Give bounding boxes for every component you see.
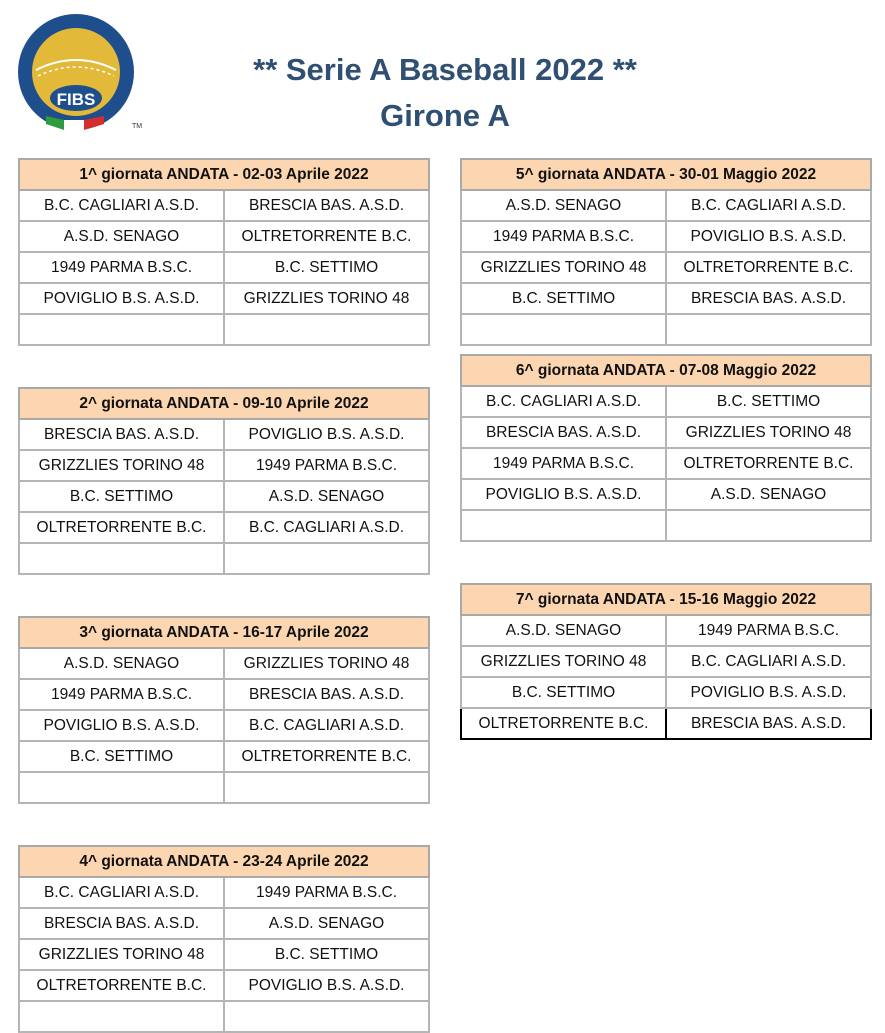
empty-row: [461, 510, 871, 541]
empty-cell: [19, 543, 224, 574]
match-row: [19, 450, 429, 481]
match-row: [461, 283, 871, 314]
home-team: GRIZZLIES TORINO 48: [461, 252, 666, 283]
away-team: A.S.D. SENAGO: [666, 479, 871, 510]
home-team: A.S.D. SENAGO: [461, 615, 666, 646]
away-team: 1949 PARMA B.S.C.: [224, 450, 429, 481]
round-table-5: [460, 158, 872, 346]
match-row: [19, 679, 429, 710]
home-team: GRIZZLIES TORINO 48: [19, 939, 224, 970]
away-team: OLTRETORRENTE B.C.: [224, 741, 429, 772]
empty-row: [19, 314, 429, 345]
home-team: POVIGLIO B.S. A.S.D.: [19, 710, 224, 741]
round-table-1: [18, 158, 430, 346]
empty-row: [19, 1001, 429, 1032]
away-team: A.S.D. SENAGO: [224, 908, 429, 939]
empty-cell: [224, 1001, 429, 1032]
home-team: B.C. SETTIMO: [19, 481, 224, 512]
home-team: BRESCIA BAS. A.S.D.: [19, 908, 224, 939]
match-row: [461, 448, 871, 479]
home-team: B.C. CAGLIARI A.S.D.: [19, 877, 224, 908]
match-row: [19, 481, 429, 512]
away-team: BRESCIA BAS. A.S.D.: [666, 708, 871, 739]
home-team: B.C. SETTIMO: [461, 677, 666, 708]
round-table-4: [18, 845, 430, 1033]
logo-letters: FIBS: [56, 90, 96, 109]
page-subtitle: Girone A: [380, 98, 510, 133]
away-team: OLTRETORRENTE B.C.: [666, 448, 871, 479]
home-team: 1949 PARMA B.S.C.: [461, 448, 666, 479]
empty-cell: [666, 510, 871, 541]
empty-cell: [224, 543, 429, 574]
match-row: [19, 939, 429, 970]
match-row: [19, 648, 429, 679]
away-team: POVIGLIO B.S. A.S.D.: [666, 221, 871, 252]
away-team: POVIGLIO B.S. A.S.D.: [666, 677, 871, 708]
empty-cell: [19, 772, 224, 803]
home-team: BRESCIA BAS. A.S.D.: [461, 417, 666, 448]
match-row: [19, 252, 429, 283]
empty-row: [19, 772, 429, 803]
home-team: B.C. CAGLIARI A.S.D.: [461, 386, 666, 417]
round-table-6: [460, 354, 872, 542]
home-team: 1949 PARMA B.S.C.: [19, 679, 224, 710]
away-team: B.C. SETTIMO: [666, 386, 871, 417]
match-row: [19, 512, 429, 543]
round-title: 2^ giornata ANDATA - 09-10 Aprile 2022: [19, 388, 429, 419]
home-team: A.S.D. SENAGO: [19, 221, 224, 252]
match-row: [461, 417, 871, 448]
match-row: [19, 710, 429, 741]
empty-cell: [461, 510, 666, 541]
home-team: POVIGLIO B.S. A.S.D.: [461, 479, 666, 510]
home-team: B.C. SETTIMO: [19, 741, 224, 772]
home-team: OLTRETORRENTE B.C.: [19, 970, 224, 1001]
away-team: B.C. SETTIMO: [224, 252, 429, 283]
match-row: [19, 190, 429, 221]
match-row: [19, 283, 429, 314]
match-row: [461, 479, 871, 510]
empty-row: [19, 543, 429, 574]
home-team: 1949 PARMA B.S.C.: [461, 221, 666, 252]
empty-row: [461, 314, 871, 345]
home-team: OLTRETORRENTE B.C.: [461, 708, 666, 739]
home-team: B.C. SETTIMO: [461, 283, 666, 314]
match-row: [461, 615, 871, 646]
match-row: [19, 970, 429, 1001]
away-team: GRIZZLIES TORINO 48: [224, 648, 429, 679]
round-title: 3^ giornata ANDATA - 16-17 Aprile 2022: [19, 617, 429, 648]
empty-cell: [224, 772, 429, 803]
match-row: [19, 877, 429, 908]
away-team: POVIGLIO B.S. A.S.D.: [224, 419, 429, 450]
away-team: OLTRETORRENTE B.C.: [666, 252, 871, 283]
home-team: OLTRETORRENTE B.C.: [19, 512, 224, 543]
empty-cell: [224, 314, 429, 345]
round-title: 6^ giornata ANDATA - 07-08 Maggio 2022: [461, 355, 871, 386]
home-team: B.C. CAGLIARI A.S.D.: [19, 190, 224, 221]
round-table-3: [18, 616, 430, 804]
empty-cell: [461, 314, 666, 345]
match-row: [461, 221, 871, 252]
away-team: B.C. CAGLIARI A.S.D.: [224, 710, 429, 741]
away-team: BRESCIA BAS. A.S.D.: [224, 190, 429, 221]
home-team: A.S.D. SENAGO: [19, 648, 224, 679]
round-title: 5^ giornata ANDATA - 30-01 Maggio 2022: [461, 159, 871, 190]
page-title: ** Serie A Baseball 2022 **: [253, 52, 637, 87]
match-row: [461, 252, 871, 283]
home-team: BRESCIA BAS. A.S.D.: [19, 419, 224, 450]
away-team: B.C. CAGLIARI A.S.D.: [666, 646, 871, 677]
away-team: GRIZZLIES TORINO 48: [666, 417, 871, 448]
round-title: 7^ giornata ANDATA - 15-16 Maggio 2022: [461, 584, 871, 615]
away-team: POVIGLIO B.S. A.S.D.: [224, 970, 429, 1001]
away-team: GRIZZLIES TORINO 48: [224, 283, 429, 314]
away-team: B.C. SETTIMO: [224, 939, 429, 970]
away-team: BRESCIA BAS. A.S.D.: [224, 679, 429, 710]
match-row: [19, 908, 429, 939]
logo-tm: TM: [132, 123, 143, 130]
match-row-highlighted: [461, 708, 871, 739]
home-team: 1949 PARMA B.S.C.: [19, 252, 224, 283]
away-team: B.C. CAGLIARI A.S.D.: [666, 190, 871, 221]
match-row: [19, 741, 429, 772]
match-row: [461, 190, 871, 221]
match-row: [19, 419, 429, 450]
round-title: 4^ giornata ANDATA - 23-24 Aprile 2022: [19, 846, 429, 877]
round-title: 1^ giornata ANDATA - 02-03 Aprile 2022: [19, 159, 429, 190]
away-team: A.S.D. SENAGO: [224, 481, 429, 512]
match-row: [19, 221, 429, 252]
fibs-logo: [12, 12, 148, 132]
home-team: POVIGLIO B.S. A.S.D.: [19, 283, 224, 314]
home-team: GRIZZLIES TORINO 48: [19, 450, 224, 481]
empty-cell: [666, 314, 871, 345]
away-team: OLTRETORRENTE B.C.: [224, 221, 429, 252]
match-row: [461, 386, 871, 417]
empty-cell: [19, 1001, 224, 1032]
match-row: [461, 677, 871, 708]
round-table-7: [460, 583, 872, 740]
empty-cell: [19, 314, 224, 345]
away-team: 1949 PARMA B.S.C.: [224, 877, 429, 908]
away-team: B.C. CAGLIARI A.S.D.: [224, 512, 429, 543]
away-team: BRESCIA BAS. A.S.D.: [666, 283, 871, 314]
round-table-2: [18, 387, 430, 575]
match-row: [461, 646, 871, 677]
home-team: A.S.D. SENAGO: [461, 190, 666, 221]
home-team: GRIZZLIES TORINO 48: [461, 646, 666, 677]
away-team: 1949 PARMA B.S.C.: [666, 615, 871, 646]
